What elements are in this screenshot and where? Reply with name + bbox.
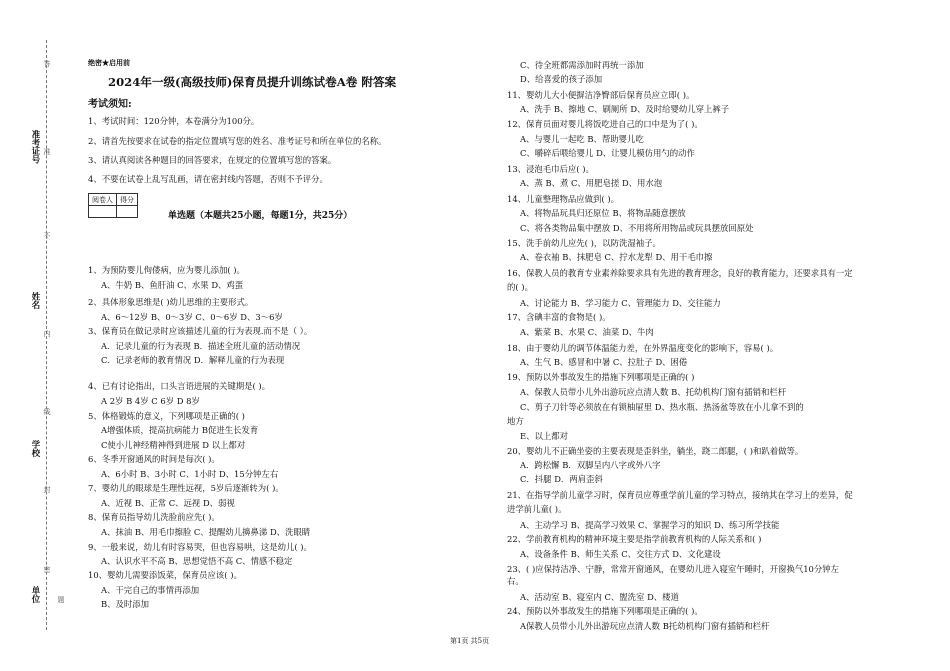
- margin-faint-char: 封: [43, 486, 51, 493]
- margin-faint-char: 答: [43, 60, 51, 67]
- question-stem: 8、保育员指导幼儿洗脸前应先( )。: [88, 512, 220, 522]
- question-option: A增强体质，提高抗病能力 B促进生长发育: [101, 425, 259, 435]
- question-option: C．抖腿 D．两肩歪斜: [520, 474, 603, 484]
- question-option: 右。: [507, 576, 524, 586]
- question-option: 进学前儿童( )。: [507, 504, 567, 514]
- question-option: A、抹油 B、用毛巾擦脸 C、提醒幼儿擤鼻涕 D、洗眼睛: [101, 527, 311, 537]
- question-option: A、与婴儿一起吃 B、帮助婴儿吃: [520, 134, 644, 144]
- question-stem: 18、由于婴幼儿的调节体温能力差，在外界温度变化的影响下，容易( )。: [507, 343, 779, 353]
- margin-faint-char: 密: [43, 566, 51, 573]
- margin-label-name: 姓名: [31, 292, 41, 309]
- question-stem: 11、婴幼儿大小便摒洁净臀部后保育员应立即( )。: [507, 90, 695, 100]
- question-stem: 23、( )应保持洁净、宁静，常常开窗通风，在婴幼儿进入寝室午睡时，开窗换气10分钟左: [507, 564, 840, 574]
- question-option: D、给喜爱的孩子添加: [520, 74, 603, 84]
- margin-label-unit: 单位: [31, 586, 41, 603]
- question-stem: 2、具体形象思维是( )幼儿思维的主要形式。: [88, 297, 254, 307]
- question-option: C、剪子刀针等必须放在有锁柚屉里 D、热水瓶、热汤盆等放在小儿拿不到的: [520, 402, 804, 412]
- question-stem: 13、浸泡毛巾后应( )。: [507, 164, 594, 174]
- page-title: 2024年一级(高级技师)保育员提升训练试卷A卷 附答案: [108, 75, 397, 89]
- question-stem: 5、体格锻炼的意义，下列哪项是正确的( ): [88, 411, 245, 421]
- notice-item: 4、不要在试卷上乱写乱画，请在密封线内答题，否则不予评分。: [88, 174, 328, 184]
- question-stem: 24、预防以外事故发生的措施下列哪项是正确的( )。: [507, 606, 703, 616]
- notice-item: 3、请认真阅读各种题目的回答要求，在规定的位置填写您的答案。: [88, 155, 337, 165]
- question-stem: 17、含碘丰富的食物是( )。: [507, 312, 611, 322]
- question-stem: 14、儿童整理物品应做到( )。: [507, 194, 619, 204]
- score-table-grader: 阅卷人: [89, 194, 117, 206]
- margin-faint-char: 线: [43, 408, 51, 415]
- question-stem: 15、洗手前幼儿应先( )，以防洗湿袖子。: [507, 238, 661, 248]
- margin-faint-char: 准: [43, 148, 51, 155]
- question-stem: 20、婴幼儿不正确坐姿的主要表现是歪斜坐，躺坐，跷二郎腿，( )和趴着做等。: [507, 446, 804, 456]
- question-stem: 21、在指导学前儿童学习时，保育员应尊重学前儿童的学习特点，接纳其在学习上的差异，促: [507, 490, 853, 500]
- question-stem: 1、为预防婴儿佝偻病，应为婴儿添加( )。: [88, 265, 245, 275]
- question-option: A、牛奶 B、鱼肝油 C、水果 D、鸡蛋: [101, 280, 244, 290]
- score-table-score: 得分: [117, 194, 138, 206]
- score-table: [88, 193, 138, 218]
- margin-faint-char: 内: [43, 330, 51, 337]
- question-option: C使小儿神经精神得到进展 D 以上都对: [101, 440, 246, 450]
- margin-label-school: 学校: [31, 440, 41, 457]
- question-option: A、近视 B、正常 C、远视 D、弱视: [101, 498, 235, 508]
- question-stem: 4、已有讨论指出，口头言语进展的关键期是( )。: [88, 381, 271, 391]
- question-stem: 3、保育员在做记录时应该描述儿童的行为表现.而不是（ ）。: [88, 326, 313, 336]
- question-option: C、嚼碎后喂给婴儿 D、让婴儿模仿用勺的动作: [520, 148, 695, 158]
- notice-item: 1、考试时间：120分钟，本卷满分为100分。: [88, 116, 260, 126]
- question-option: C、待全班都需添加时再统一添加: [520, 60, 644, 70]
- question-option: A．记录儿童的行为表现 B．描述全班儿童的活动情况: [101, 341, 301, 351]
- margin-faint-char: 不: [43, 232, 51, 239]
- notice-item: 2、请首先按要求在试卷的指定位置填写您的姓名、准考证号和所在单位的名称。: [88, 136, 387, 146]
- question-option: C．记录老师的教育情况 D．解释儿童的行为表现: [101, 355, 285, 365]
- question-stem: 12、保育员面对婴儿将饭吃进自己的口中是为了( )。: [507, 119, 703, 129]
- question-option: A、洗手 B、擦地 C、刷厕所 D、及时给婴幼儿穿上裤子: [520, 104, 730, 114]
- question-option: A、保教人员带小儿外出游玩应点清人数 B、托幼机构门窗有插销和栏杆: [520, 387, 787, 397]
- question-stem: 6、冬季开窗通风的时间是每次( )。: [88, 454, 220, 464]
- question-option: A．跨松懈 B．双脚呈内八字或外八字: [520, 460, 661, 470]
- question-option: A、6小时 B、3小时 C、1小时 D、15分钟左右: [101, 469, 279, 479]
- question-option: A保教人员带小儿外出游玩应点清人数 B托幼机构门窗有插销和栏杆: [520, 621, 770, 631]
- question-stem: 16、保教人员的教育专业素养除要求具有先进的教育理念，良好的教育能力，还要求具有一定: [507, 268, 853, 278]
- question-option: A、认识水平不高 B、思想觉悟不高 C、情感不稳定: [101, 556, 293, 566]
- question-option: A、设备条件 B、师生关系 C、交往方式 D、文化建设: [520, 549, 721, 559]
- question-option: A、紫菜 B、水果 C、油菜 D、牛肉: [520, 327, 654, 337]
- score-table-cell[interactable]: [117, 206, 138, 218]
- question-option: E、以上都对: [520, 431, 568, 441]
- question-option: A 2岁 B 4岁 C 6岁 D 8岁: [101, 396, 200, 406]
- question-stem: 7、婴幼儿的眼球是生理性远视，5岁后逐渐转为( )。: [88, 483, 284, 493]
- question-option: A、6～12岁 B、0～3岁 C、0～6岁 D、3～6岁: [101, 312, 283, 322]
- section-heading: 单选题（本题共25小题，每题1分，共25分）: [168, 211, 353, 221]
- question-option: A、生气 B、感冒和中暑 C、拉肚子 D、困倦: [520, 357, 688, 367]
- question-option: A、卷衣袖 B、抹肥皂 C、拧水龙犁 D、用干毛巾擦: [520, 252, 713, 262]
- question-option: C、将各类物品集中摆放 D、不用将所用物品或玩具摆放回原处: [520, 223, 754, 233]
- question-stem: 19、预防以外事故发生的措施下列哪项是正确的( ): [507, 372, 695, 382]
- margin-label-exam-id: 准考证号: [31, 130, 41, 164]
- score-table-cell[interactable]: [89, 206, 117, 218]
- question-stem: 9、一般来说，幼儿有时容易哭，但也容易哄，这是幼儿( )。: [88, 542, 312, 552]
- question-stem: 10、婴幼儿需要添饭菜，保育员应该( )。: [88, 570, 242, 580]
- question-stem: 22、学前教育机构的精神环境主要是指学前教育机构的人际关系和( ): [507, 534, 762, 544]
- notice-heading: 考试须知:: [88, 99, 132, 110]
- secret-mark: 绝密★启用前: [88, 58, 130, 67]
- question-option: A、活动室 B、寝室内 C、盥洗室 D、楼道: [520, 592, 679, 602]
- question-option: A、讨论能力 B、学习能力 C、管理能力 D、交往能力: [520, 298, 721, 308]
- question-option: 地方: [507, 416, 524, 426]
- page-footer: 第1页 共5页: [450, 637, 490, 645]
- question-option: 的( )。: [507, 282, 533, 292]
- question-option: A、蒸 B、煮 C、用肥皂搓 D、用水泡: [520, 178, 663, 188]
- question-option: A、干完自己的事情再添加: [101, 585, 200, 595]
- question-option: B、及时添加: [101, 599, 150, 609]
- question-option: A、主动学习 B、提高学习效果 C、掌握学习的知识 D、练习所学技能: [520, 520, 780, 530]
- question-option: A、将物品玩具归还原位 B、将物品随意摆放: [520, 208, 686, 218]
- margin-faint-char: 题: [57, 596, 65, 603]
